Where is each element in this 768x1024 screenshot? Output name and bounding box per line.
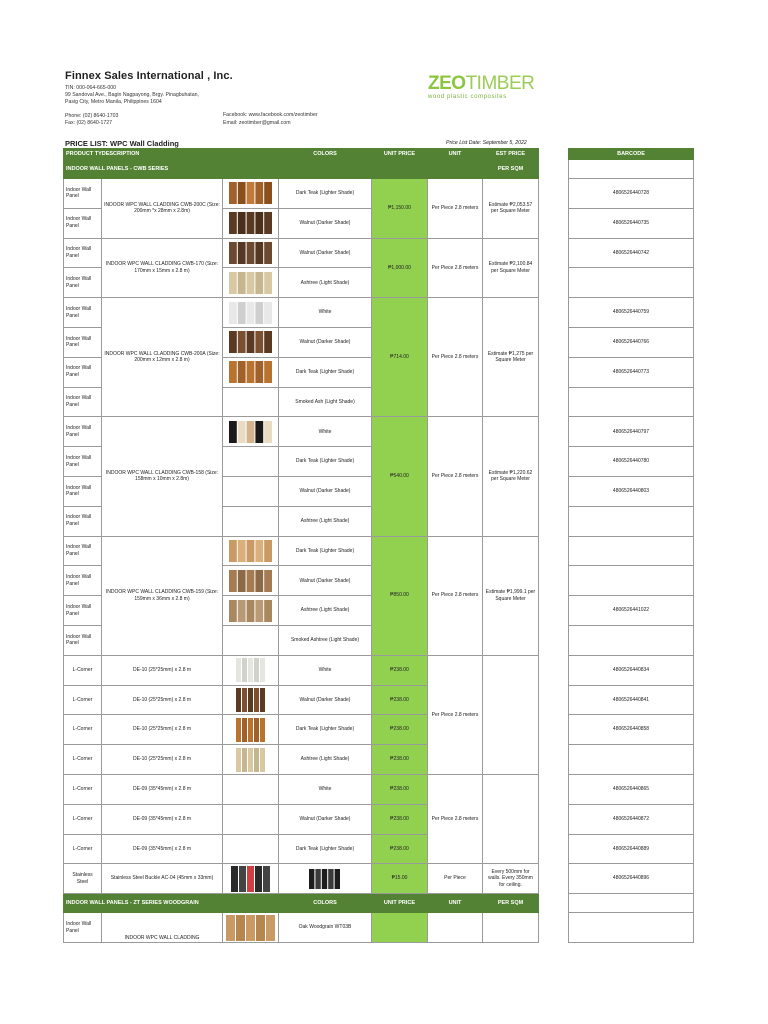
unit: Per Piece 2.8 meters bbox=[428, 238, 483, 298]
company-tin: TIN: 000-064-665-000 bbox=[65, 85, 117, 91]
product-color: Dark Teak (Lighter Shade) bbox=[279, 447, 372, 477]
section-colors: COLORS bbox=[279, 894, 372, 913]
unit: Per Piece bbox=[428, 864, 483, 894]
barcode-row bbox=[569, 238, 694, 268]
barcode-row bbox=[569, 357, 694, 387]
table-row bbox=[64, 179, 539, 209]
header-blank bbox=[223, 149, 279, 160]
product-description: INDOOR WPC WALL CLADDING CWB-159 (Size: 159mm x 36mm x 2.8 m) bbox=[102, 536, 223, 655]
section-per-sqm: PER SQM bbox=[483, 160, 539, 179]
barcode-value bbox=[569, 566, 694, 596]
price-table bbox=[63, 148, 539, 943]
company-phone: Phone: (02) 8640-1703 bbox=[65, 113, 119, 119]
company-email: Email: zeotimber@gmail.com bbox=[223, 120, 291, 126]
product-type: Indoor Wall Panel bbox=[64, 913, 102, 943]
barcode-row bbox=[569, 685, 694, 715]
barcode-value bbox=[569, 745, 694, 775]
product-type: L-Corner bbox=[64, 655, 102, 685]
barcode-row bbox=[569, 834, 694, 864]
product-type: Stainless Steel bbox=[64, 864, 102, 894]
product-image-cell bbox=[223, 298, 279, 328]
barcode-value: 4806526440742 bbox=[569, 238, 694, 268]
product-type: Indoor Wall Panel bbox=[64, 566, 102, 596]
product-color: Dark Teak (Lighter Shade) bbox=[279, 357, 372, 387]
unit: Per Piece 2.8 meters bbox=[428, 774, 483, 863]
barcode-value: 4806526440889 bbox=[569, 834, 694, 864]
product-color: Walnut (Darker Shade) bbox=[279, 327, 372, 357]
unit-price: ₱714.00 bbox=[372, 298, 428, 417]
table-row bbox=[64, 298, 539, 328]
est-price: Estimate ₱1,275 per Square Meter bbox=[483, 298, 539, 417]
table-row bbox=[64, 774, 539, 804]
price-list-title: PRICE LIST: WPC Wall Cladding bbox=[65, 139, 179, 148]
unit-price: ₱238.00 bbox=[372, 655, 428, 685]
product-color: Walnut (Darker Shade) bbox=[279, 476, 372, 506]
product-type: Indoor Wall Panel bbox=[64, 387, 102, 417]
table-row bbox=[64, 655, 539, 685]
wpc-panel-swatch-icon bbox=[229, 302, 273, 324]
product-color: Walnut (Darker Shade) bbox=[279, 685, 372, 715]
product-color: Smoked Ash (Light Shade) bbox=[279, 387, 372, 417]
barcode-row bbox=[569, 179, 694, 209]
barcode-row bbox=[569, 476, 694, 506]
product-color: Walnut (Darker Shade) bbox=[279, 238, 372, 268]
barcode-row bbox=[569, 447, 694, 477]
barcode-row bbox=[569, 804, 694, 834]
unit-blank bbox=[428, 913, 483, 943]
est-price-blank bbox=[483, 774, 539, 863]
barcode-row bbox=[569, 298, 694, 328]
unit: Per Piece 2.8 meters bbox=[428, 655, 483, 774]
company-fax: Fax: (02) 8640-1727 bbox=[65, 120, 113, 126]
company-address-1: 99 Sandoval Ave., Bagin Nagpayong, Brgy. Pinagbuhatan, bbox=[65, 92, 199, 98]
product-description: INDOOR WPC WALL CLADDING bbox=[102, 913, 223, 943]
unit-price: ₱238.00 bbox=[372, 834, 428, 864]
barcode-value: 4806526440872 bbox=[569, 804, 694, 834]
product-description: INDOOR WPC WALL CLADDING CWB-200C (Size: 200mm *x 28mm x 2.8m) bbox=[102, 179, 223, 239]
product-description: DE-10 (25*25mm) x 2.8 m bbox=[102, 745, 223, 775]
price-list-date: Price List Date: September 5, 2022 bbox=[446, 140, 527, 146]
product-image-cell bbox=[223, 685, 279, 715]
product-image-cell bbox=[223, 417, 279, 447]
barcode-header-row bbox=[569, 149, 694, 160]
unit: Per Piece 2.8 meters bbox=[428, 298, 483, 417]
est-price: Estimate ₱1,999.1 per Square Meter bbox=[483, 536, 539, 655]
l-corner-swatch-icon bbox=[236, 748, 266, 772]
unit-price: ₱238.00 bbox=[372, 715, 428, 745]
barcode-row bbox=[569, 506, 694, 536]
product-description: Stainless Steel Buckle AC-04 (45mm x 33mm) bbox=[102, 864, 223, 894]
product-type: L-Corner bbox=[64, 804, 102, 834]
product-image-cell bbox=[223, 238, 279, 268]
product-type: Indoor Wall Panel bbox=[64, 536, 102, 566]
product-image-cell bbox=[223, 774, 279, 804]
product-image-cell bbox=[223, 745, 279, 775]
barcode-table bbox=[568, 148, 694, 943]
wpc-panel-swatch-icon bbox=[229, 182, 273, 204]
table-row bbox=[64, 913, 539, 943]
l-corner-swatch-icon bbox=[236, 688, 266, 712]
product-type: L-Corner bbox=[64, 745, 102, 775]
l-corner-swatch-icon bbox=[236, 718, 266, 742]
product-image-cell bbox=[223, 864, 279, 894]
company-facebook: Facebook: www.facebook.com/zeotimber bbox=[223, 112, 318, 118]
product-type: Indoor Wall Panel bbox=[64, 357, 102, 387]
barcode-value: 4806526440865 bbox=[569, 774, 694, 804]
logo-zeo: ZEO bbox=[428, 73, 466, 94]
product-type: Indoor Wall Panel bbox=[64, 179, 102, 209]
barcode-blank bbox=[569, 894, 694, 913]
barcode-row bbox=[569, 536, 694, 566]
barcode-blank bbox=[569, 160, 694, 179]
section-unit-price: UNIT PRICE bbox=[372, 894, 428, 913]
unit-price: ₱15.00 bbox=[372, 864, 428, 894]
unit-price: ₱238.00 bbox=[372, 774, 428, 804]
unit: Per Piece 2.8 meters bbox=[428, 179, 483, 239]
product-type: Indoor Wall Panel bbox=[64, 625, 102, 655]
product-color: Ashtree (Light Shade) bbox=[279, 596, 372, 626]
section-title: INDOOR WALL PANELS - ZT SERIES WOODGRAIN bbox=[64, 894, 279, 913]
section-unit: UNIT bbox=[428, 894, 483, 913]
header-barcode: BARCODE bbox=[569, 149, 694, 160]
barcode-row bbox=[569, 327, 694, 357]
wpc-panel-swatch-icon bbox=[229, 331, 273, 353]
product-color: Walnut (Darker Shade) bbox=[279, 804, 372, 834]
product-color: Dark Teak (Lighter Shade) bbox=[279, 834, 372, 864]
barcode-value: 4806526440766 bbox=[569, 327, 694, 357]
header-product-desc: PRODUCT TYDESCRIPTION bbox=[64, 149, 223, 160]
company-address-2: Pasig City, Metro Manila, Philippines 1604 bbox=[65, 99, 162, 105]
unit-price: ₱238.00 bbox=[372, 745, 428, 775]
wpc-panel-swatch-icon bbox=[229, 361, 273, 383]
barcode-value: 4806526440728 bbox=[569, 179, 694, 209]
barcode-value bbox=[569, 268, 694, 298]
product-description: INDOOR WPC WALL CLADDING CWB-200A (Size: 200mm x 12mm x 2.8 m) bbox=[102, 298, 223, 417]
unit: Per Piece 2.8 meters bbox=[428, 536, 483, 655]
product-type: Indoor Wall Panel bbox=[64, 327, 102, 357]
barcode-row bbox=[569, 208, 694, 238]
table-row bbox=[64, 864, 539, 894]
est-price-blank bbox=[483, 913, 539, 943]
product-image-cell bbox=[223, 625, 279, 655]
product-color: Dark Teak (Lighter Shade) bbox=[279, 179, 372, 209]
wpc-panel-swatch-icon bbox=[229, 540, 273, 562]
est-price: Every 500mm for walls. Every 350mm for ceiling. bbox=[483, 864, 539, 894]
product-color: Ashtree (Light Shade) bbox=[279, 506, 372, 536]
barcode-value: 4806526441022 bbox=[569, 596, 694, 626]
unit-price-blank bbox=[372, 913, 428, 943]
wpc-panel-swatch-icon bbox=[229, 600, 273, 622]
barcode-value: 4806526440858 bbox=[569, 715, 694, 745]
product-image-cell bbox=[223, 596, 279, 626]
product-image-cell bbox=[223, 179, 279, 209]
product-image-cell bbox=[223, 566, 279, 596]
wpc-panel-swatch-icon bbox=[229, 570, 273, 592]
table-row bbox=[64, 238, 539, 268]
table-row bbox=[64, 536, 539, 566]
product-image-cell bbox=[223, 268, 279, 298]
barcode-row bbox=[569, 864, 694, 894]
barcode-value: 4806526440759 bbox=[569, 298, 694, 328]
product-image-cell bbox=[223, 834, 279, 864]
product-color: Smoked Ashtree (Light Shade) bbox=[279, 625, 372, 655]
product-type: Indoor Wall Panel bbox=[64, 506, 102, 536]
product-color: Walnut (Darker Shade) bbox=[279, 566, 372, 596]
unit-price: ₱540.00 bbox=[372, 417, 428, 536]
barcode-row bbox=[569, 894, 694, 913]
table-row bbox=[64, 417, 539, 447]
wpc-panel-swatch-icon bbox=[229, 272, 273, 294]
product-description: INDOOR WPC WALL CLADDING CWB-170 (Size: 170mm x 15mm x 2.8 m) bbox=[102, 238, 223, 298]
product-image-cell bbox=[223, 327, 279, 357]
product-type: Indoor Wall Panel bbox=[64, 417, 102, 447]
barcode-row bbox=[569, 160, 694, 179]
product-color: White bbox=[279, 417, 372, 447]
unit-price: ₱1,000.00 bbox=[372, 238, 428, 298]
product-color: Dark Teak (Lighter Shade) bbox=[279, 715, 372, 745]
barcode-value: 4806526440803 bbox=[569, 476, 694, 506]
est-price: Estimate ₱2,100.84 per Square Meter bbox=[483, 238, 539, 298]
zeotimber-logo bbox=[428, 74, 534, 100]
barcode-row bbox=[569, 417, 694, 447]
product-image-cell-2 bbox=[279, 864, 372, 894]
product-image-cell bbox=[223, 476, 279, 506]
product-image-cell bbox=[223, 506, 279, 536]
product-image-cell bbox=[223, 913, 279, 943]
header-unit-price: UNIT PRICE bbox=[372, 149, 428, 160]
barcode-value bbox=[569, 506, 694, 536]
product-description: DE-09 (35*45mm) x 2.8 m bbox=[102, 834, 223, 864]
product-image-cell bbox=[223, 387, 279, 417]
product-description: DE-10 (25*25mm) x 2.8 m bbox=[102, 655, 223, 685]
barcode-row bbox=[569, 655, 694, 685]
barcode-value: 4806526440834 bbox=[569, 655, 694, 685]
header-est-price: EST PRICE bbox=[483, 149, 539, 160]
barcode-row bbox=[569, 715, 694, 745]
product-color: White bbox=[279, 298, 372, 328]
product-color: Dark Teak (Lighter Shade) bbox=[279, 536, 372, 566]
barcode-value: 4806526440841 bbox=[569, 685, 694, 715]
barcode-row bbox=[569, 566, 694, 596]
barcode-value: 4806526440735 bbox=[569, 208, 694, 238]
section-header-row bbox=[64, 894, 539, 913]
product-image-cell bbox=[223, 208, 279, 238]
product-type: L-Corner bbox=[64, 774, 102, 804]
header-unit: UNIT bbox=[428, 149, 483, 160]
est-price-blank bbox=[483, 655, 539, 774]
product-color: White bbox=[279, 655, 372, 685]
barcode-row bbox=[569, 745, 694, 775]
wpc-panel-swatch-icon bbox=[229, 242, 273, 264]
product-description: DE-09 (35*45mm) x 2.8 m bbox=[102, 774, 223, 804]
barcode-value bbox=[569, 387, 694, 417]
product-type: L-Corner bbox=[64, 834, 102, 864]
product-type: Indoor Wall Panel bbox=[64, 476, 102, 506]
barcode-value: 4806526440797 bbox=[569, 417, 694, 447]
barcode-value bbox=[569, 625, 694, 655]
section-blank bbox=[279, 160, 483, 179]
wpc-panel-swatch-icon bbox=[226, 915, 276, 941]
product-type: Indoor Wall Panel bbox=[64, 298, 102, 328]
logo-tagline: wood plastic composites bbox=[428, 94, 507, 100]
product-type: Indoor Wall Panel bbox=[64, 596, 102, 626]
product-color: White bbox=[279, 774, 372, 804]
unit-price: ₱238.00 bbox=[372, 685, 428, 715]
unit: Per Piece 2.8 meters bbox=[428, 417, 483, 536]
barcode-value: 4806526440896 bbox=[569, 864, 694, 894]
table-header-row bbox=[64, 149, 539, 160]
product-description: INDOOR WPC WALL CLADDING CWB-158 (Size: 158mm x 10mm x 2.8m) bbox=[102, 417, 223, 536]
barcode-row bbox=[569, 625, 694, 655]
product-type: Indoor Wall Panel bbox=[64, 447, 102, 477]
product-color: Ashtree (Light Shade) bbox=[279, 745, 372, 775]
product-color: Walnut (Darker Shade) bbox=[279, 208, 372, 238]
barcode-row bbox=[569, 268, 694, 298]
product-image-cell bbox=[223, 357, 279, 387]
header-colors: COLORS bbox=[279, 149, 372, 160]
wpc-panel-swatch-icon bbox=[229, 421, 273, 443]
product-image-cell bbox=[223, 715, 279, 745]
product-type: L-Corner bbox=[64, 685, 102, 715]
product-type: Indoor Wall Panel bbox=[64, 238, 102, 268]
buckle-pack-icon bbox=[309, 869, 341, 889]
section-per-sqm: PER SQM bbox=[483, 894, 539, 913]
section-header-row bbox=[64, 160, 539, 179]
barcode-row bbox=[569, 596, 694, 626]
logo-timber: TIMBER bbox=[465, 73, 535, 94]
product-color: Ashtree (Light Shade) bbox=[279, 268, 372, 298]
est-price: Estimate ₱2,053.57 per Square Meter bbox=[483, 179, 539, 239]
unit-price: ₱1,150.00 bbox=[372, 179, 428, 239]
product-image-cell bbox=[223, 655, 279, 685]
l-corner-swatch-icon bbox=[236, 658, 266, 682]
product-image-cell bbox=[223, 447, 279, 477]
company-name: Finnex Sales International , Inc. bbox=[65, 70, 233, 82]
product-description: DE-09 (35*45mm) x 2.8 m bbox=[102, 804, 223, 834]
barcode-value: 4806526440780 bbox=[569, 447, 694, 477]
est-price: Estimate ₱1,220.62 per Square Meter bbox=[483, 417, 539, 536]
buckle-photo-icon bbox=[231, 866, 271, 892]
unit-price: ₱850.00 bbox=[372, 536, 428, 655]
barcode-value: 4806526440773 bbox=[569, 357, 694, 387]
product-color: Oak Woodgrain WT03B bbox=[279, 913, 372, 943]
product-image-cell bbox=[223, 804, 279, 834]
product-description: DE-10 (25*25mm) x 2.8 m bbox=[102, 715, 223, 745]
unit-price: ₱238.00 bbox=[372, 804, 428, 834]
product-image-cell bbox=[223, 536, 279, 566]
barcode-row bbox=[569, 774, 694, 804]
barcode-row bbox=[569, 387, 694, 417]
barcode-value bbox=[569, 536, 694, 566]
product-description: DE-10 (25*25mm) x 2.8 m bbox=[102, 685, 223, 715]
wpc-panel-swatch-icon bbox=[229, 212, 273, 234]
barcode-blank bbox=[569, 913, 694, 943]
product-type: Indoor Wall Panel bbox=[64, 268, 102, 298]
barcode-row bbox=[569, 913, 694, 943]
product-type: L-Corner bbox=[64, 715, 102, 745]
section-title: INDOOR WALL PANELS - CWB SERIES bbox=[64, 160, 279, 179]
product-type: Indoor Wall Panel bbox=[64, 208, 102, 238]
